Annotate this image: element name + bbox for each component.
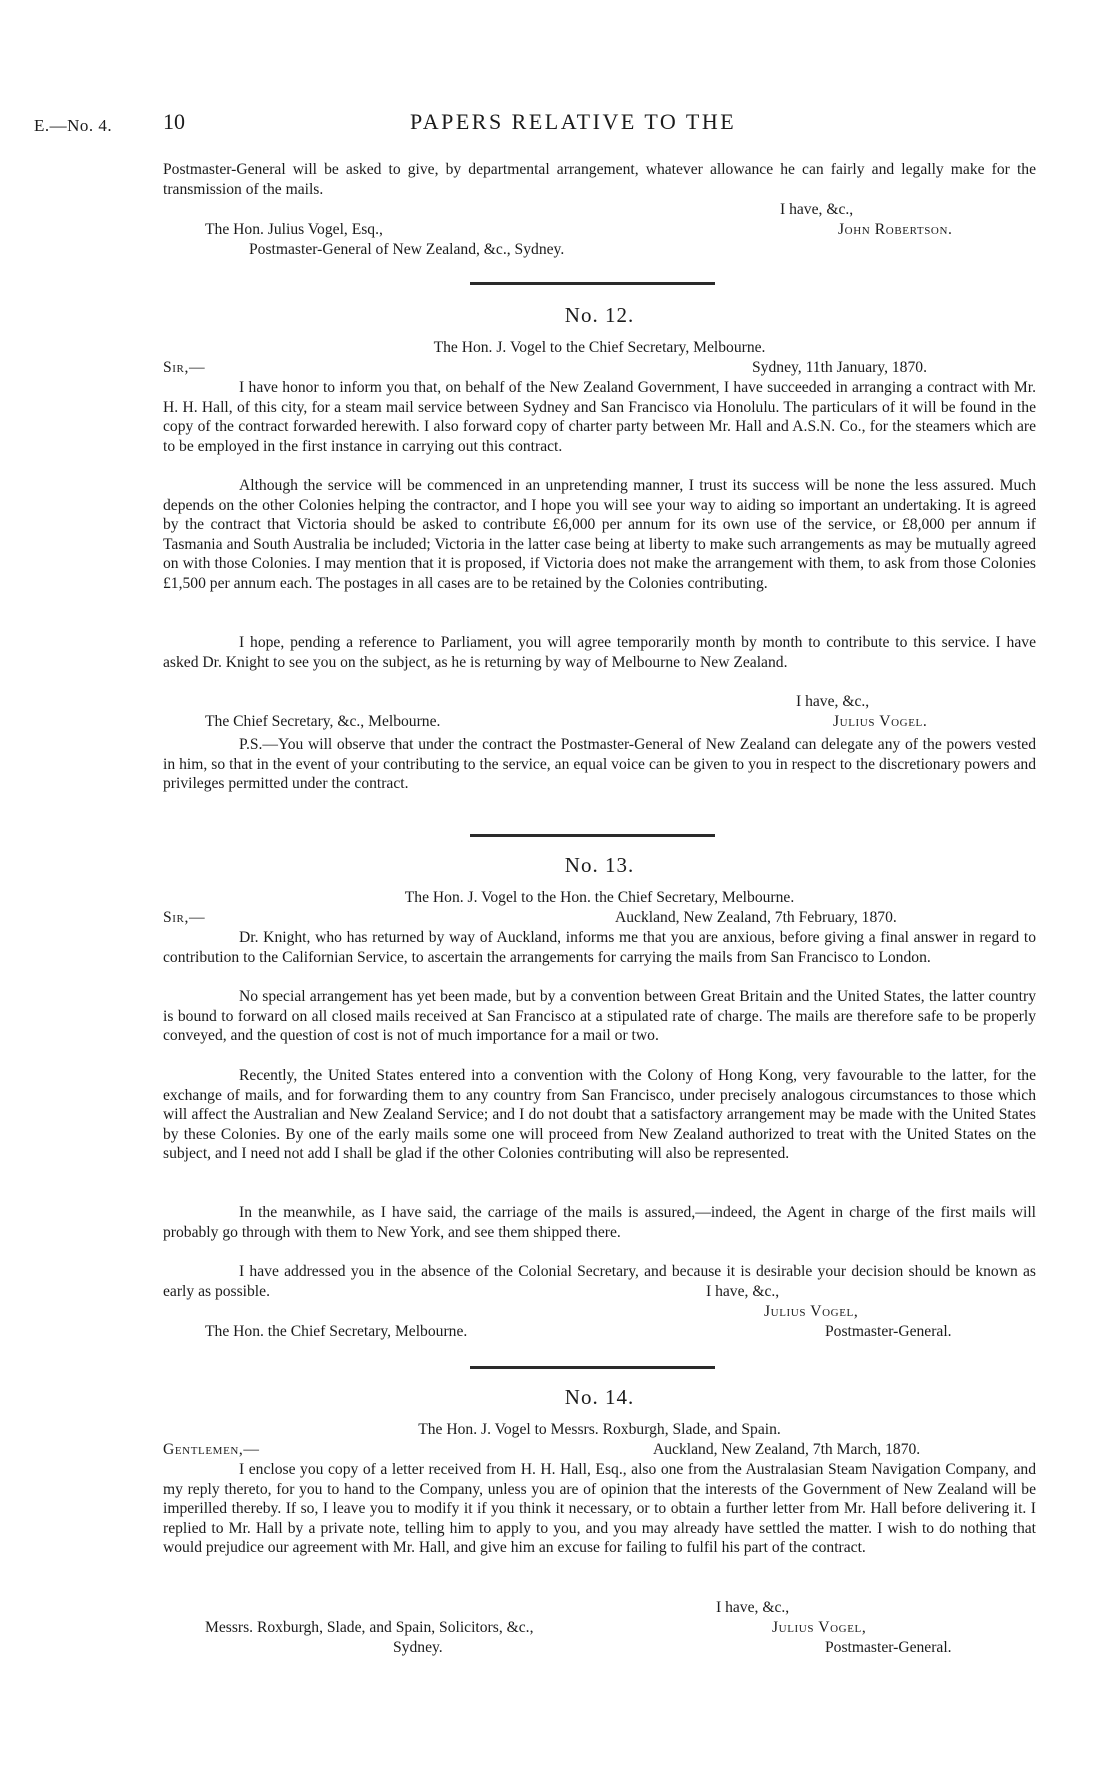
letter-number: No. 14. [564, 1385, 635, 1409]
running-title: PAPERS RELATIVE TO THE [410, 109, 737, 134]
signature: Julius Vogel, [772, 1619, 867, 1636]
closing-formula: I have, &c., [780, 201, 854, 218]
salutation: Sir,— [163, 359, 206, 376]
letter-number: No. 12. [564, 303, 635, 327]
paragraph: No special arrangement has yet been made, but by a convention between Great Britain and the United States, the latter country is bound to forward on all closed mails received at San Francisco at a stipulated rate of charge. The mails are therefore safe to be properly conveyed, and the question of cost is not of much importance for a mail or two. [163, 988, 1036, 1045]
signature-title: Postmaster-General. [825, 1323, 952, 1340]
signature: Julius Vogel, [764, 1303, 859, 1320]
paragraph: In the meanwhile, as I have said, the carriage of the mails is assured,—indeed, the Agent in charge of the first mails will probably go through with them to New York, and see them shipped there. [163, 1204, 1036, 1241]
dateline: Auckland, New Zealand, 7th March, 1870. [653, 1441, 921, 1458]
salutation: Gentlemen,— [163, 1441, 260, 1458]
salutation: Sir,— [163, 909, 206, 926]
letter-heading [163, 1420, 1036, 1440]
paragraph: I hope, pending a reference to Parliament, you will agree temporarily month by month to contribute to this service. I have asked Dr. Knight to see you on the subject, as he is returning by way of Melbourne to New Zealand. [163, 634, 1036, 671]
paragraph: I have honor to inform you that, on behalf of the New Zealand Government, I have succeeded in arranging a contract with Mr. H. H. Hall, of this city, for a steam mail service between Sydney and San Francisco via Honolulu. The particulars of it will be found in the copy of the contract forwarded herewith. I also forward copy of charter party between Mr. Hall and A.S.N. Co., for the steamers which are to be employed in the first instance in carrying out this contract. [163, 379, 1036, 455]
section-divider [470, 282, 715, 285]
dateline: Auckland, New Zealand, 7th February, 1870. [615, 909, 897, 926]
series-label: E.—No. 4. [34, 116, 113, 135]
letter-heading-text: The Hon. J. Vogel to Messrs. Roxburgh, Slade, and Spain. [418, 1421, 781, 1438]
addressee-detail: Sydney. [393, 1639, 443, 1656]
page-number: 10 [163, 109, 185, 134]
addressee: The Chief Secretary, &c., Melbourne. [205, 713, 441, 730]
letter-heading [163, 338, 1036, 358]
paragraph: Recently, the United States entered into a convention with the Colony of Hong Kong, very favourable to the latter, for the exchange of mails, and for forwarding them to any country from San Francisco, under precisely analogous circumstances to those which will affect the Australian and New Zealand Service; and I do not doubt that a satisfactory arrangement may be made with the United States by these Colonies. By one of the early mails some one will proceed from New Zealand authorized to treat with the United States on the subject, and I need not add I shall be glad if the other Colonies contributing will also be represented. [163, 1067, 1036, 1163]
paragraph: I enclose you copy of a letter received from H. H. Hall, Esq., also one from the Australasian Steam Navigation Company, and my reply thereto, for you to hand to the Company, unless you are of opinion that the interests of the Government of New Zealand will be imperilled thereby. If so, I leave you to modify it if you think it necessary, or to obtain a further letter from Mr. Hall before delivering it. I replied to Mr. Hall by a private note, telling him to apply to you, and you may already have settled the matter. I wish to do nothing that would prejudice our agreement with Mr. Hall, and give him an excuse for failing to fulfil his part of the contract. [163, 1461, 1036, 1557]
signature-title: Postmaster-General. [825, 1639, 952, 1656]
addressee-detail: Postmaster-General of New Zealand, &c., Sydney. [249, 241, 565, 258]
signature: John Robertson. [838, 221, 953, 238]
letter-heading [163, 888, 1036, 908]
paragraph: Although the service will be commenced in an unpretending manner, I trust its success will be none the less assured. Much depends on the other Colonies helping the contractor, and I hope you will see your way to aiding so important an undertaking. It is agreed by the contract that Victoria should be asked to contribute £6,000 per annum for its own use of the service, or £8,000 per annum if Tasmania and South Australia be included; Victoria in the latter case being at liberty to make such arrangements as may be mutually agreed on with those Colonies. I may mention that it is proposed, if Victoria does not make the arrangement with them, to ask from those Colonies £1,500 per annum each. The postages in all cases are to be retained by the Colonies contributing. [163, 477, 1036, 592]
addressee: The Hon. Julius Vogel, Esq., [205, 221, 383, 238]
postscript: P.S.—You will observe that under the contract the Postmaster-General of New Zealand can delegate any of the powers vested in him, so that in the event of your contributing to the service, an equal voice can be given to you in respect to the discretionary powers and privileges permitted under the contract. [163, 736, 1036, 793]
closing-formula: I have, &c., [796, 693, 870, 710]
continuation-paragraph: Postmaster-General will be asked to give, by departmental arrangement, whatever allowance he can fairly and legally make for the transmission of the mails. [163, 161, 1036, 198]
addressee: Messrs. Roxburgh, Slade, and Spain, Solicitors, &c., [205, 1619, 534, 1636]
section-divider [470, 834, 715, 837]
closing-formula: I have, &c., [700, 1282, 779, 1302]
closing-formula: I have, &c., [716, 1599, 790, 1616]
letter-number: No. 13. [564, 853, 635, 877]
addressee: The Hon. the Chief Secretary, Melbourne. [205, 1323, 468, 1340]
dateline: Sydney, 11th January, 1870. [752, 359, 927, 376]
letter-heading-text: The Hon. J. Vogel to the Hon. the Chief Secretary, Melbourne. [404, 889, 795, 906]
letter-heading-text: The Hon. J. Vogel to the Chief Secretary, Melbourne. [433, 339, 766, 356]
signature: Julius Vogel. [833, 713, 928, 730]
paragraph: Dr. Knight, who has returned by way of Auckland, informs me that you are anxious, before giving a final answer in regard to contribution to the Californian Service, to ascertain the arrangements for carrying the mails from San Francisco to London. [163, 929, 1036, 966]
section-divider [470, 1366, 715, 1369]
paragraph: I have addressed you in the absence of the Colonial Secretary, and because it is desirable your decision should be known as early as possible. [163, 1263, 1036, 1300]
